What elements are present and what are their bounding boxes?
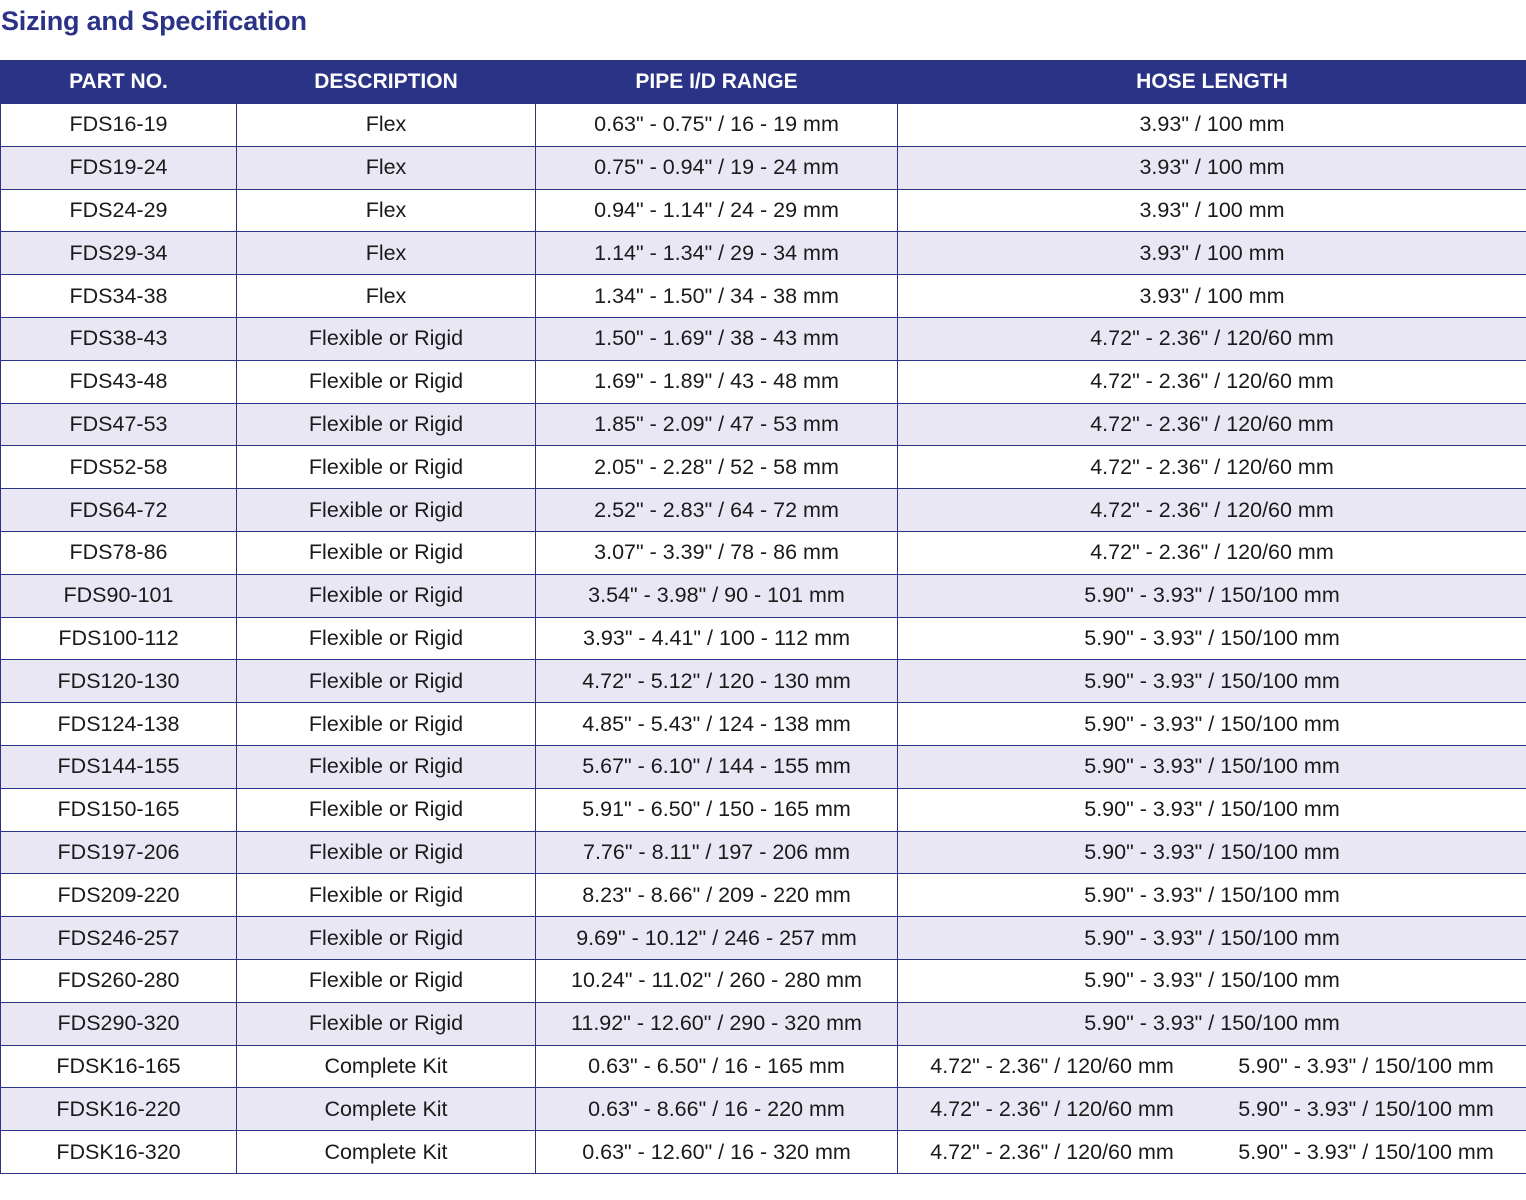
table-row <box>1 360 1526 403</box>
cell-description: Flexible or Rigid <box>237 788 536 831</box>
cell-part-no: FDS19-24 <box>1 146 237 189</box>
cell-part-no: FDS47-53 <box>1 403 237 446</box>
cell-pipe-range: 0.63" - 6.50" / 16 - 165 mm <box>536 1045 898 1088</box>
hose-length-value: 4.72" - 2.36" / 120/60 mm <box>930 1053 1174 1078</box>
cell-description: Flexible or Rigid <box>237 703 536 746</box>
cell-pipe-range: 3.54" - 3.98" / 90 - 101 mm <box>536 574 898 617</box>
table-row <box>1 745 1526 788</box>
table-row <box>1 874 1526 917</box>
cell-description: Flex <box>237 104 536 147</box>
cell-description: Flexible or Rigid <box>237 745 536 788</box>
cell-part-no: FDS144-155 <box>1 745 237 788</box>
cell-part-no: FDS78-86 <box>1 531 237 574</box>
cell-hose-length: 3.93" / 100 mm <box>898 189 1526 232</box>
table-row <box>1 959 1526 1002</box>
cell-part-no: FDS120-130 <box>1 660 237 703</box>
hose-length-options <box>898 1054 1526 1079</box>
cell-hose-length: 5.90" - 3.93" / 150/100 mm <box>898 574 1526 617</box>
cell-pipe-range: 7.76" - 8.11" / 197 - 206 mm <box>536 831 898 874</box>
table-row <box>1 831 1526 874</box>
cell-pipe-range: 9.69" - 10.12" / 246 - 257 mm <box>536 917 898 960</box>
cell-hose-length: 5.90" - 3.93" / 150/100 mm <box>898 959 1526 1002</box>
cell-part-no: FDSK16-220 <box>1 1088 237 1131</box>
cell-part-no: FDS246-257 <box>1 917 237 960</box>
cell-hose-length <box>898 1088 1526 1131</box>
cell-description: Complete Kit <box>237 1131 536 1174</box>
hose-length-options <box>898 1097 1526 1122</box>
cell-description: Flexible or Rigid <box>237 574 536 617</box>
cell-description: Flexible or Rigid <box>237 917 536 960</box>
hose-length-value: 5.90" - 3.93" / 150/100 mm <box>1238 1053 1494 1078</box>
cell-pipe-range: 3.07" - 3.39" / 78 - 86 mm <box>536 531 898 574</box>
cell-pipe-range: 0.63" - 12.60" / 16 - 320 mm <box>536 1131 898 1174</box>
cell-pipe-range: 8.23" - 8.66" / 209 - 220 mm <box>536 874 898 917</box>
cell-hose-length: 4.72" - 2.36" / 120/60 mm <box>898 317 1526 360</box>
cell-pipe-range: 0.94" - 1.14" / 24 - 29 mm <box>536 189 898 232</box>
table-row <box>1 104 1526 147</box>
page-title: Sizing and Specification <box>1 6 307 36</box>
table-row <box>1 1088 1526 1131</box>
cell-hose-length <box>898 1045 1526 1088</box>
header-pipe-range: PIPE I/D RANGE <box>536 61 898 104</box>
table-row <box>1 1045 1526 1088</box>
table-row <box>1 703 1526 746</box>
table-row <box>1 1131 1526 1174</box>
cell-description: Flexible or Rigid <box>237 1002 536 1045</box>
cell-part-no: FDS38-43 <box>1 317 237 360</box>
cell-pipe-range: 1.50" - 1.69" / 38 - 43 mm <box>536 317 898 360</box>
cell-part-no: FDS24-29 <box>1 189 237 232</box>
cell-description: Complete Kit <box>237 1045 536 1088</box>
table-header-row <box>1 61 1526 104</box>
cell-hose-length: 5.90" - 3.93" / 150/100 mm <box>898 745 1526 788</box>
cell-description: Flexible or Rigid <box>237 446 536 489</box>
hose-length-value: 5.90" - 3.93" / 150/100 mm <box>1238 1139 1494 1164</box>
cell-hose-length: 3.93" / 100 mm <box>898 232 1526 275</box>
cell-hose-length: 5.90" - 3.93" / 150/100 mm <box>898 703 1526 746</box>
cell-part-no: FDS290-320 <box>1 1002 237 1045</box>
cell-hose-length: 3.93" / 100 mm <box>898 104 1526 147</box>
cell-pipe-range: 5.91" - 6.50" / 150 - 165 mm <box>536 788 898 831</box>
cell-hose-length: 5.90" - 3.93" / 150/100 mm <box>898 831 1526 874</box>
table-row <box>1 146 1526 189</box>
cell-part-no: FDS100-112 <box>1 617 237 660</box>
header-description: DESCRIPTION <box>237 61 536 104</box>
table-row <box>1 317 1526 360</box>
table-row <box>1 660 1526 703</box>
table-row <box>1 189 1526 232</box>
cell-pipe-range: 2.52" - 2.83" / 64 - 72 mm <box>536 489 898 532</box>
cell-description: Flexible or Rigid <box>237 660 536 703</box>
cell-description: Flexible or Rigid <box>237 874 536 917</box>
cell-part-no: FDS90-101 <box>1 574 237 617</box>
cell-pipe-range: 4.85" - 5.43" / 124 - 138 mm <box>536 703 898 746</box>
table-row <box>1 574 1526 617</box>
cell-part-no: FDS64-72 <box>1 489 237 532</box>
cell-part-no: FDS197-206 <box>1 831 237 874</box>
cell-part-no: FDS209-220 <box>1 874 237 917</box>
cell-part-no: FDS150-165 <box>1 788 237 831</box>
cell-part-no: FDS43-48 <box>1 360 237 403</box>
cell-pipe-range: 1.14" - 1.34" / 29 - 34 mm <box>536 232 898 275</box>
hose-length-options <box>898 1140 1526 1165</box>
cell-part-no: FDS124-138 <box>1 703 237 746</box>
cell-pipe-range: 0.75" - 0.94" / 19 - 24 mm <box>536 146 898 189</box>
cell-pipe-range: 1.85" - 2.09" / 47 - 53 mm <box>536 403 898 446</box>
cell-description: Flex <box>237 146 536 189</box>
cell-part-no: FDS260-280 <box>1 959 237 1002</box>
cell-description: Flex <box>237 232 536 275</box>
cell-part-no: FDS52-58 <box>1 446 237 489</box>
cell-pipe-range: 1.34" - 1.50" / 34 - 38 mm <box>536 275 898 318</box>
table-body <box>1 104 1526 1174</box>
hose-length-value: 5.90" - 3.93" / 150/100 mm <box>1238 1096 1494 1121</box>
cell-part-no: FDS16-19 <box>1 104 237 147</box>
cell-pipe-range: 5.67" - 6.10" / 144 - 155 mm <box>536 745 898 788</box>
cell-hose-length: 5.90" - 3.93" / 150/100 mm <box>898 617 1526 660</box>
cell-pipe-range: 3.93" - 4.41" / 100 - 112 mm <box>536 617 898 660</box>
table-row <box>1 788 1526 831</box>
cell-hose-length: 4.72" - 2.36" / 120/60 mm <box>898 446 1526 489</box>
cell-hose-length: 5.90" - 3.93" / 150/100 mm <box>898 917 1526 960</box>
table-row <box>1 1002 1526 1045</box>
header-hose-length: HOSE LENGTH <box>898 61 1526 104</box>
cell-hose-length: 4.72" - 2.36" / 120/60 mm <box>898 403 1526 446</box>
table-row <box>1 489 1526 532</box>
cell-description: Flexible or Rigid <box>237 360 536 403</box>
table-row <box>1 531 1526 574</box>
cell-description: Flexible or Rigid <box>237 959 536 1002</box>
cell-hose-length: 5.90" - 3.93" / 150/100 mm <box>898 1002 1526 1045</box>
cell-description: Flex <box>237 275 536 318</box>
cell-pipe-range: 0.63" - 8.66" / 16 - 220 mm <box>536 1088 898 1131</box>
cell-description: Flexible or Rigid <box>237 317 536 360</box>
table-row <box>1 446 1526 489</box>
cell-description: Flexible or Rigid <box>237 403 536 446</box>
cell-hose-length: 4.72" - 2.36" / 120/60 mm <box>898 489 1526 532</box>
cell-description: Complete Kit <box>237 1088 536 1131</box>
cell-hose-length: 5.90" - 3.93" / 150/100 mm <box>898 660 1526 703</box>
hose-length-value: 4.72" - 2.36" / 120/60 mm <box>930 1096 1174 1121</box>
cell-hose-length: 5.90" - 3.93" / 150/100 mm <box>898 874 1526 917</box>
cell-description: Flexible or Rigid <box>237 489 536 532</box>
header-part-no: PART NO. <box>1 61 237 104</box>
cell-pipe-range: 2.05" - 2.28" / 52 - 58 mm <box>536 446 898 489</box>
cell-pipe-range: 4.72" - 5.12" / 120 - 130 mm <box>536 660 898 703</box>
cell-pipe-range: 1.69" - 1.89" / 43 - 48 mm <box>536 360 898 403</box>
hose-length-value: 4.72" - 2.36" / 120/60 mm <box>930 1139 1174 1164</box>
cell-hose-length: 3.93" / 100 mm <box>898 275 1526 318</box>
table-row <box>1 232 1526 275</box>
table-row <box>1 617 1526 660</box>
cell-hose-length <box>898 1131 1526 1174</box>
cell-hose-length: 4.72" - 2.36" / 120/60 mm <box>898 360 1526 403</box>
cell-part-no: FDS29-34 <box>1 232 237 275</box>
cell-description: Flex <box>237 189 536 232</box>
cell-description: Flexible or Rigid <box>237 531 536 574</box>
cell-hose-length: 5.90" - 3.93" / 150/100 mm <box>898 788 1526 831</box>
cell-pipe-range: 10.24" - 11.02" / 260 - 280 mm <box>536 959 898 1002</box>
cell-part-no: FDSK16-165 <box>1 1045 237 1088</box>
cell-pipe-range: 11.92" - 12.60" / 290 - 320 mm <box>536 1002 898 1045</box>
cell-part-no: FDSK16-320 <box>1 1131 237 1174</box>
table-row <box>1 403 1526 446</box>
cell-description: Flexible or Rigid <box>237 617 536 660</box>
cell-hose-length: 3.93" / 100 mm <box>898 146 1526 189</box>
table-row <box>1 917 1526 960</box>
cell-pipe-range: 0.63" - 0.75" / 16 - 19 mm <box>536 104 898 147</box>
cell-part-no: FDS34-38 <box>1 275 237 318</box>
cell-description: Flexible or Rigid <box>237 831 536 874</box>
cell-hose-length: 4.72" - 2.36" / 120/60 mm <box>898 531 1526 574</box>
table-row <box>1 275 1526 318</box>
spec-table <box>0 60 1526 1174</box>
